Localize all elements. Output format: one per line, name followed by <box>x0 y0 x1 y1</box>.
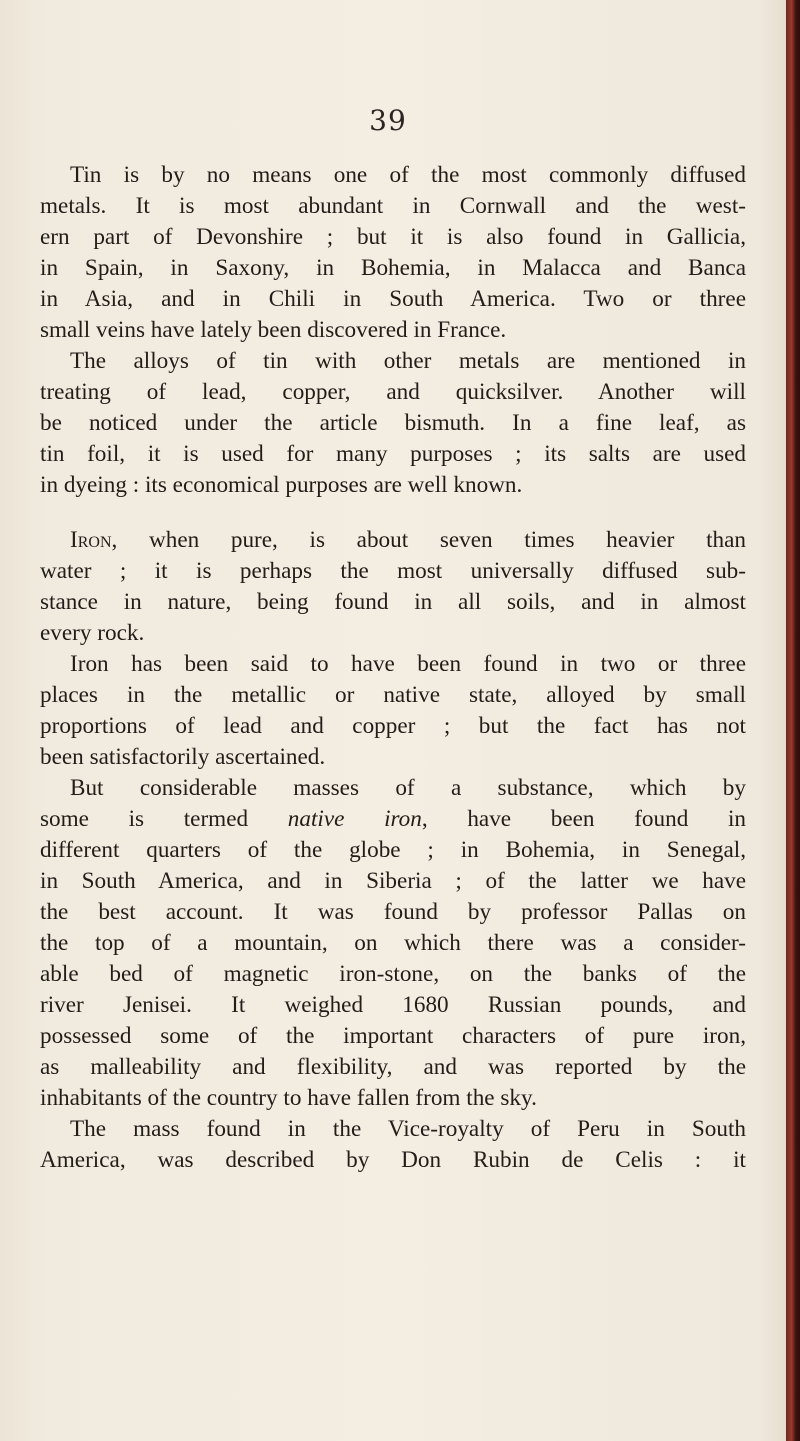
text-line: the top of a mountain, on which there was a consider- <box>40 930 746 956</box>
text-line: places in the metallic or native state, alloyed by small <box>40 682 746 708</box>
text-line: Iron has been said to have been found in two or three <box>70 651 746 677</box>
section-lead-word: Iron <box>70 527 112 553</box>
text-line: The mass found in the Vice-royalty of Peru in South <box>70 1116 746 1142</box>
text-line: ern part of Devonshire ; but it is also found in Gallicia, <box>40 224 746 250</box>
text-line: as malleability and flexibility, and was reported by the <box>40 1054 746 1080</box>
text-line: in dyeing : its economical purposes are well known. <box>40 472 523 498</box>
paragraph-peru-mass <box>40 1114 746 1176</box>
text-line: treating of lead, copper, and quicksilver. Another will <box>40 379 746 405</box>
paragraph-iron-intro <box>40 525 746 649</box>
paragraph-tin-alloys <box>40 346 746 501</box>
text-fragment: , when pure, is about seven times heavier than <box>111 527 746 553</box>
text-line: small veins have lately been discovered in France. <box>40 317 507 343</box>
text-line: able bed of magnetic iron-stone, on the banks of the <box>40 961 746 987</box>
paragraph-native-iron-masses <box>40 773 746 1114</box>
text-line: But considerable masses of a substance, which by <box>70 775 746 801</box>
italic-term: native iron <box>287 806 422 832</box>
text-line: in Asia, and in Chili in South America. Two or three <box>40 286 746 312</box>
text-line: water ; it is perhaps the most universally diffused sub- <box>40 558 746 584</box>
text-line: different quarters of the globe ; in Bohemia, in Senegal, <box>40 837 746 863</box>
body-text <box>40 160 746 1176</box>
page-number: 39 <box>369 104 407 137</box>
text-line: America, was described by Don Rubin de Celis : it <box>40 1147 746 1173</box>
text-line: tin foil, it is used for many purposes ; its salts are used <box>40 441 746 467</box>
text-line: Tin is by no means one of the most commonly diffused <box>70 162 746 188</box>
paragraph-tin-occurrence <box>40 160 746 346</box>
text-line <box>40 525 746 556</box>
paragraph-iron-native-state <box>40 649 746 773</box>
text-line: possessed some of the important characters of pure iron, <box>40 1023 746 1049</box>
text-line: be noticed under the article bismuth. In a fine leaf, as <box>40 410 746 436</box>
text-line: every rock. <box>40 620 145 646</box>
text-line: inhabitants of the country to have fallen from the sky. <box>40 1085 537 1111</box>
text-line: stance in nature, being found in all soils, and in almost <box>40 589 746 615</box>
text-line: in Spain, in Saxony, in Bohemia, in Malacca and Banca <box>40 255 746 281</box>
text-fragment: some is termed <box>40 806 288 832</box>
text-line: The alloys of tin with other metals are mentioned in <box>70 348 746 374</box>
text-line: the best account. It was found by professor Pallas on <box>40 899 746 925</box>
text-line: proportions of lead and copper ; but the fact has not <box>40 713 746 739</box>
text-line <box>40 804 746 835</box>
page-edge <box>786 0 800 1441</box>
text-line: river Jenisei. It weighed 1680 Russian pounds, and <box>40 992 746 1018</box>
section-gap <box>40 501 746 525</box>
text-line: in South America, and in Siberia ; of the latter we have <box>40 868 746 894</box>
text-fragment: , have been found in <box>421 806 746 832</box>
text-line: metals. It is most abundant in Cornwall and the west- <box>40 193 746 219</box>
text-line: been satisfactorily ascertained. <box>40 744 326 770</box>
